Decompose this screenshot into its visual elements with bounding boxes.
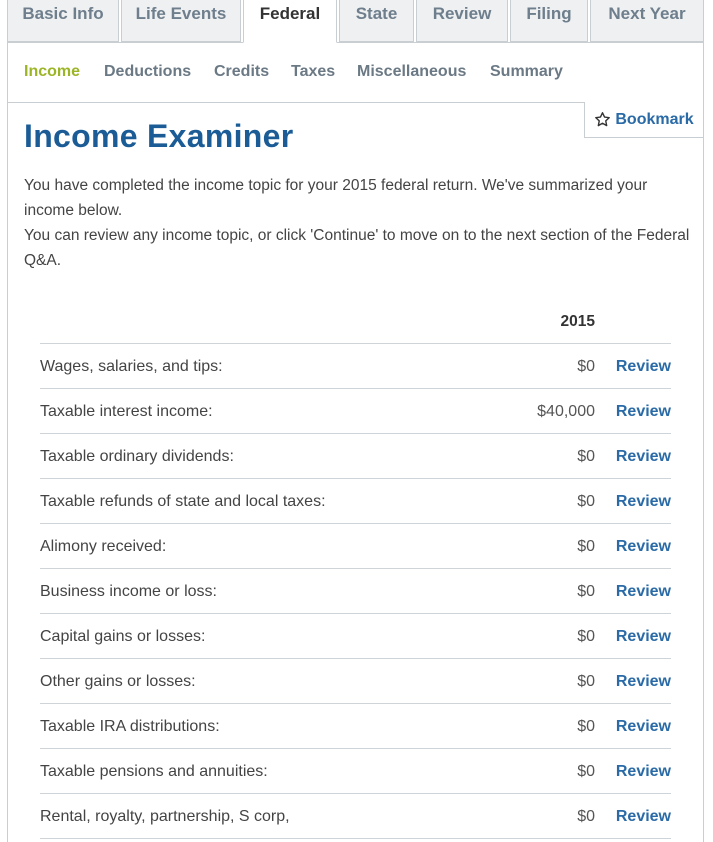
review-link[interactable]: Review [615,673,671,690]
year-column-header: 2015 [560,313,595,330]
table-row [40,344,671,389]
bookmark-button[interactable] [584,102,704,138]
intro-paragraph-1: You have completed the income topic for your 2015 federal return. We've summarized your income below. [24,177,648,219]
table-row [40,479,671,524]
income-item-amount: $0 [577,448,595,465]
tab-life-events[interactable]: Life Events [121,0,241,42]
table-row [40,524,671,569]
income-item-amount: $0 [577,538,595,555]
page-title: Income Examiner [24,118,294,154]
subnav-taxes[interactable]: Taxes [291,63,336,80]
income-item-amount: $40,000 [537,403,595,420]
income-item-label: Taxable pensions and annuities: [40,763,268,780]
income-item-label: Other gains or losses: [40,673,196,690]
income-item-amount: $0 [577,628,595,645]
tab-federal[interactable]: Federal [243,0,337,43]
sub-navigation [7,43,704,102]
tab-state[interactable]: State [339,0,414,42]
income-item-label: Capital gains or losses: [40,628,206,645]
tab-review[interactable]: Review [416,0,508,42]
review-link[interactable]: Review [615,583,671,600]
star-outline-icon [594,111,611,128]
income-item-amount: $0 [577,763,595,780]
table-row [40,794,671,839]
income-item-label: Taxable refunds of state and local taxes: [40,493,326,510]
table-row [40,704,671,749]
table-row [40,434,671,479]
income-item-amount: $0 [577,493,595,510]
table-row [40,749,671,794]
table-row [40,614,671,659]
main-tab-bar [0,0,713,43]
income-item-label: Wages, salaries, and tips: [40,358,223,375]
income-item-amount: $0 [577,673,595,690]
bookmark-label: Bookmark [615,110,694,128]
income-item-amount: $0 [577,718,595,735]
tab-next-year[interactable]: Next Year [590,0,704,42]
income-item-amount: $0 [577,583,595,600]
review-link[interactable]: Review [615,448,671,465]
subnav-deductions[interactable]: Deductions [104,63,192,80]
review-link[interactable]: Review [615,493,671,510]
income-item-label: Taxable interest income: [40,403,213,420]
table-row [40,389,671,434]
income-item-label: Alimony received: [40,538,167,555]
intro-text [24,173,694,273]
tab-basic-info[interactable]: Basic Info [7,0,119,42]
income-item-label: Taxable ordinary dividends: [40,448,234,465]
income-summary-table [40,305,671,839]
subnav-income[interactable]: Income [24,63,81,80]
income-item-label: Taxable IRA distributions: [40,718,220,735]
subnav-summary[interactable]: Summary [490,63,563,80]
subnav-miscellaneous[interactable]: Miscellaneous [357,63,467,80]
income-item-label: Rental, royalty, partnership, S corp, [40,808,290,825]
subnav-credits[interactable]: Credits [214,63,270,80]
review-link[interactable]: Review [615,808,671,825]
tab-filing[interactable]: Filing [510,0,588,42]
review-link[interactable]: Review [615,628,671,645]
review-link[interactable]: Review [615,403,671,420]
income-item-amount: $0 [577,808,595,825]
table-row [40,569,671,614]
intro-paragraph-2: You can review any income topic, or click 'Continue' to move on to the next section of the Federal Q&A. [24,227,690,269]
review-link[interactable]: Review [615,718,671,735]
review-link[interactable]: Review [615,763,671,780]
table-row [40,659,671,704]
income-item-label: Business income or loss: [40,583,217,600]
review-link[interactable]: Review [615,538,671,555]
income-item-amount: $0 [577,358,595,375]
table-header [40,305,671,344]
review-link[interactable]: Review [615,358,671,375]
